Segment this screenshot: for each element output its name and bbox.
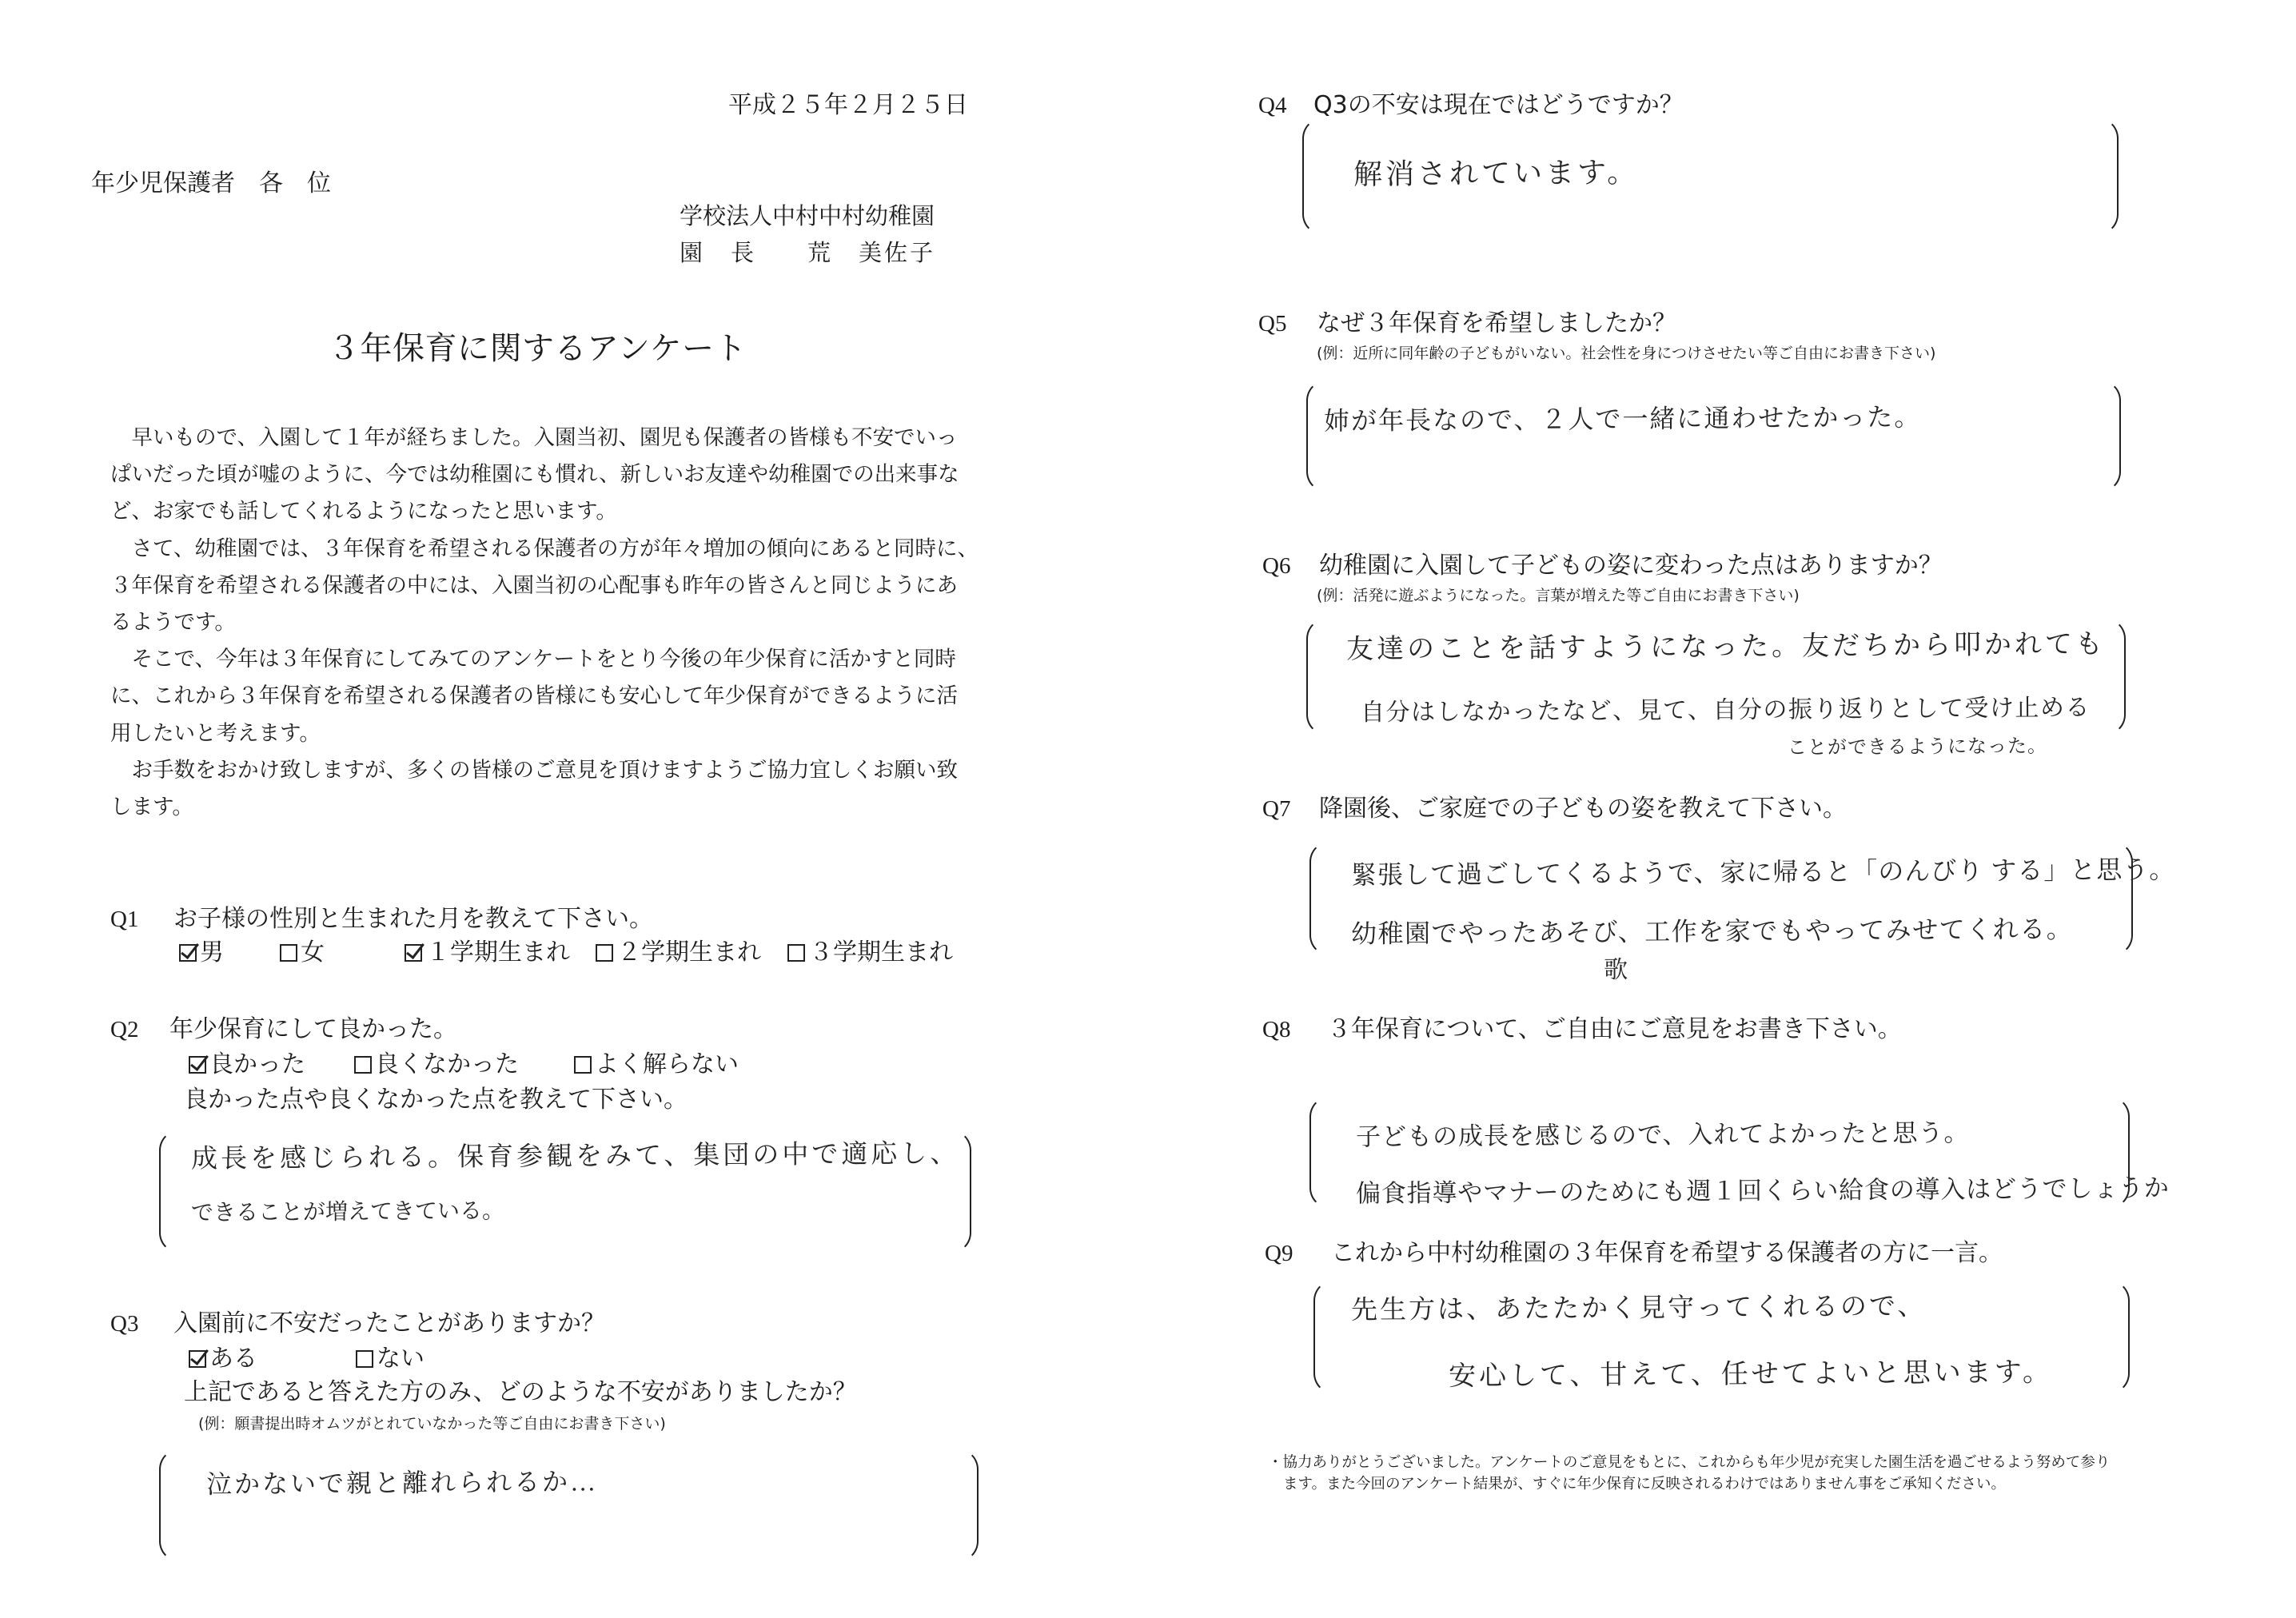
q2-checkbox-unsure <box>574 1056 592 1074</box>
q1-option-label: 女 <box>301 939 325 966</box>
intro-line: します。 <box>110 794 193 819</box>
q1-number: Q1 <box>110 907 139 932</box>
q1-option-label: １学期生まれ <box>426 939 570 966</box>
intro-line: 用したいと考えます。 <box>110 720 321 746</box>
footer-note-line: ます。また今回のアンケート結果が、すぐに年少保育に反映されるわけではありません事をご承知ください。 <box>1283 1476 2006 1492</box>
q7-question: 降園後、ご家庭での子どもの姿を教えて下さい。 <box>1319 795 1847 823</box>
q2-option-label: 良くなかった <box>375 1050 519 1078</box>
q7-number: Q7 <box>1262 796 1291 822</box>
footer-note-line: ・協力ありがとうございました。アンケートのご意見をもとに、これからも年少児が充実した園生活を過ごせるよう努めて参り <box>1268 1454 2111 1471</box>
q1-checkbox-term2 <box>596 944 613 962</box>
intro-line: るようです。 <box>110 609 236 635</box>
q7-handwritten-answer: 幼稚園でやったあそび、工作を家でもやってみせてくれる。 <box>1350 914 2074 949</box>
intro-line: ３年保育を希望される保護者の中には、入園当初の心配事も昨年の皆さんと同じようにあ <box>110 572 958 598</box>
q2-checkbox-not-good <box>354 1056 372 1074</box>
intro-line: 早いもので、入園して１年が経ちました。入園当初、園児も保護者の皆様も不安でいっ <box>110 425 958 450</box>
q8-handwritten-answer: 子どもの成長を感じるので、入れてよかったと思う。 <box>1355 1118 1970 1151</box>
q2-followup: 良かった点や良くなかった点を教えて下さい。 <box>184 1086 688 1114</box>
q4-number: Q4 <box>1258 93 1287 118</box>
intro-line: に、これから３年保育を希望される保護者の皆様にも安心して年少保育ができるように活 <box>110 683 958 709</box>
q1-question: お子様の性別と生まれた月を教えて下さい。 <box>173 905 653 933</box>
q1-checkbox-term1 <box>405 944 422 962</box>
q3-option-label: ある <box>209 1345 257 1373</box>
q9-question: これから中村幼稚園の３年保育を希望する保護者の方に一言。 <box>1331 1239 2003 1267</box>
q2-checkbox-good <box>189 1056 206 1074</box>
q1-checkbox-term3 <box>787 944 805 962</box>
q9-handwritten-answer: 安心して、甘えて、任せてよいと思います。 <box>1448 1357 2054 1392</box>
q3-example-note: (例：願書提出時オムツがとれていなかった等ご自由にお書き下さい) <box>198 1415 666 1433</box>
q3-handwritten-answer: 泣かないで親と離れられるか… <box>205 1467 599 1499</box>
q6-handwritten-answer: 友達のことを話すようになった。友だちから叩かれても <box>1345 629 2107 665</box>
q6-handwritten-answer: ことができるようになった。 <box>1787 735 2048 759</box>
q5-question: なぜ３年保育を希望しましたか？ <box>1317 309 1676 337</box>
q3-question: 入園前に不安だったことがありますか？ <box>173 1309 605 1337</box>
q1-checkbox-girl <box>280 944 297 962</box>
q7-handwritten-answer: 緊張して過ごしてくるようで、家に帰ると「のんびり する」と思う。 <box>1350 855 2176 890</box>
principal-name: 園 長 荒 美佐子 <box>680 239 936 266</box>
q2-question: 年少保育にして良かった。 <box>169 1015 457 1043</box>
q1-option-label: 男 <box>200 939 224 966</box>
q2-number: Q2 <box>110 1017 139 1042</box>
q1-checkbox-boy <box>179 944 197 962</box>
q5-answer-box <box>1306 380 2121 492</box>
q9-number: Q9 <box>1265 1241 1293 1266</box>
q8-handwritten-answer: 偏食指導やマナーのためにも週１回くらい給食の導入はどうでしょうか <box>1355 1174 2170 1208</box>
q5-number: Q5 <box>1258 311 1287 337</box>
q2-handwritten-answer: できることが増えてきている。 <box>190 1198 505 1226</box>
intro-paragraph <box>110 420 979 826</box>
q9-handwritten-answer: 先生方は、あたたかく見守ってくれるので、 <box>1350 1292 1927 1325</box>
intro-line: お手数をおかけ致しますが、多くの皆様のご意見を頂けますようご協力宜しくお願い致 <box>110 757 958 783</box>
q1-option-label: ３学期生まれ <box>809 939 953 966</box>
q3-answer-box <box>159 1449 979 1562</box>
q5-example-note: (例：近所に同年齢の子どもがいない。社会性を身につけさせたい等ご自由にお書き下さい) <box>1317 345 1936 362</box>
q6-question: 幼稚園に入園して子どもの姿に変わった点はありますか？ <box>1319 552 1943 580</box>
q4-handwritten-answer: 解消されています。 <box>1353 156 1640 191</box>
q6-handwritten-answer: 自分はしなかったなど、見て、自分の振り返りとして受け止める <box>1360 694 2091 727</box>
q4-question: Q3の不安は現在ではどうですか？ <box>1313 91 1684 119</box>
q2-option-label: 良かった <box>209 1050 305 1078</box>
intro-line: ぱいだった頃が嘘のように、今では幼稚園にも慣れ、新しいお友達や幼稚園での出来事な <box>110 462 959 488</box>
q3-number: Q3 <box>110 1311 139 1337</box>
intro-line: そこで、今年は３年保育にしてみてのアンケートをとり今後の年少保育に活かすと同時 <box>110 647 956 672</box>
q2-option-label: よく解らない <box>595 1050 739 1078</box>
q6-example-note: (例：活発に遊ぶようになった。言葉が増えた等ご自由にお書き下さい) <box>1317 587 1800 604</box>
intro-line: ど、お家でも話してくれるようになったと思います。 <box>110 499 617 524</box>
q7-handwritten-note: 歌 <box>1603 956 1628 984</box>
q8-question: ３年保育について、ご自由にご意見をお書き下さい。 <box>1327 1015 1902 1043</box>
q1-option-label: ２学期生まれ <box>617 939 761 966</box>
organization-name: 学校法人中村中村幼稚園 <box>680 202 935 229</box>
q5-handwritten-answer: 姉が年長なので、２人で一緒に通わせたかった。 <box>1323 402 1922 436</box>
survey-title: ３年保育に関するアンケート <box>328 330 747 367</box>
intro-line: さて、幼稚園では、３年保育を希望される保護者の方が年々増加の傾向にあると同時に、 <box>110 536 979 561</box>
q2-handwritten-answer: 成長を感じられる。保育参観をみて、集団の中で適応し、 <box>190 1139 960 1174</box>
recipient-line: 年少児保護者 各 位 <box>91 169 331 197</box>
q3-checkbox-no <box>356 1350 373 1368</box>
q3-checkbox-yes <box>189 1350 206 1368</box>
q8-number: Q8 <box>1262 1017 1291 1042</box>
q3-option-label: ない <box>377 1345 425 1373</box>
q3-followup: 上記であると答えた方のみ、どのような不安がありましたか？ <box>184 1378 857 1406</box>
document-date: 平成２５年２月２５日 <box>728 91 968 119</box>
q6-number: Q6 <box>1262 553 1291 579</box>
